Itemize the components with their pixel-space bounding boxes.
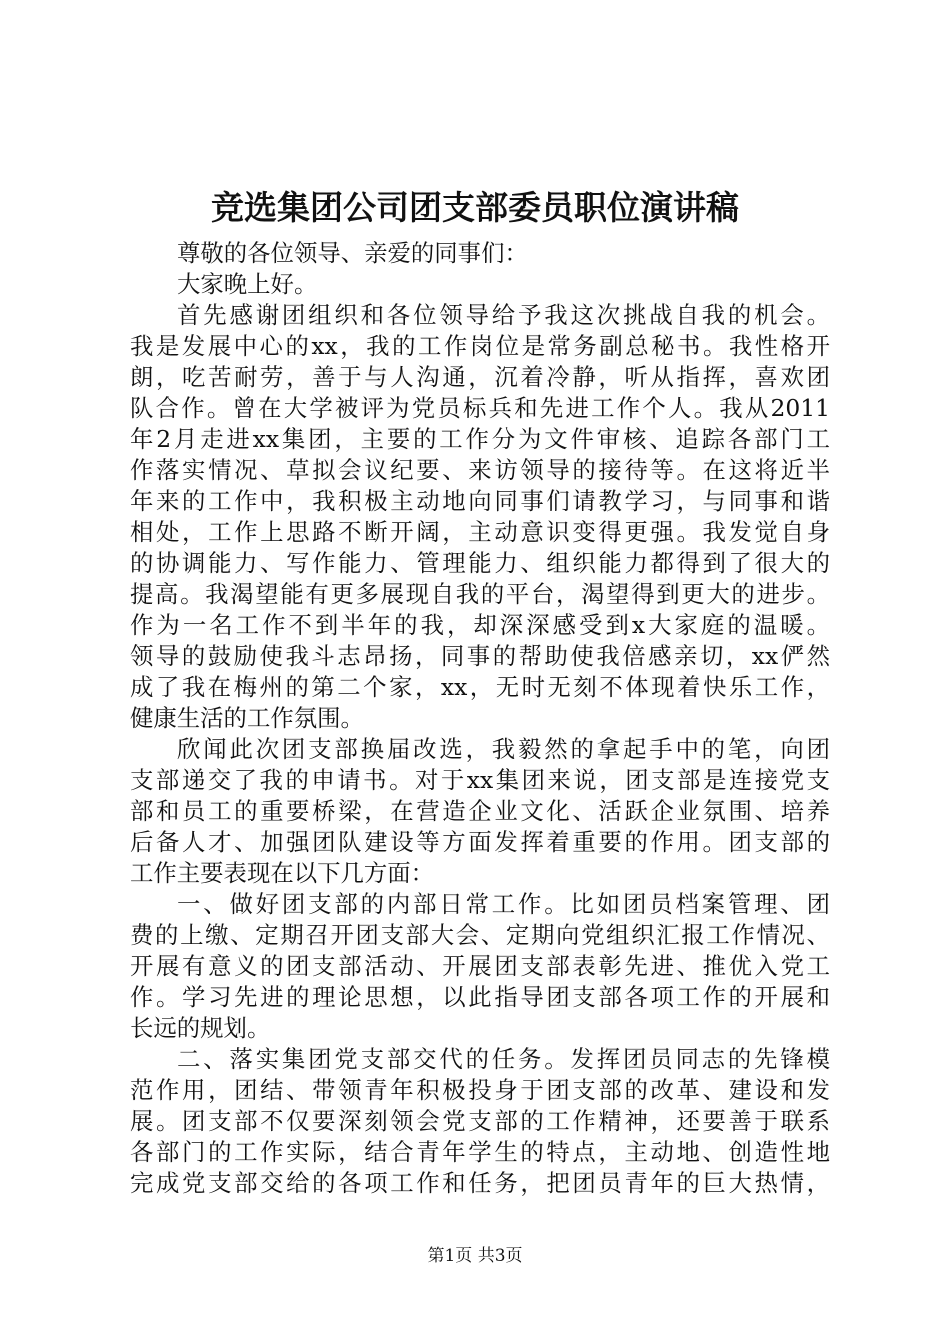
text-line: 后备人才、加强团队建设等方面发挥着重要的作用。团支部的 <box>130 828 830 856</box>
text-line: 作。学习先进的理论思想，以此指导团支部各项工作的开展和 <box>130 983 830 1011</box>
text-line: 提高。我渴望能有更多展现自我的平台，渴望得到更大的进步。 <box>130 580 830 608</box>
text-line: 工作主要表现在以下几方面： <box>130 859 435 887</box>
text-line: 范作用，团结、带领青年积极投身于团支部的改革、建设和发 <box>130 1076 830 1104</box>
text-line: 各部门的工作实际，结合青年学生的特点，主动地、创造性地 <box>130 1138 830 1166</box>
text-line: 长远的规划。 <box>130 1014 271 1042</box>
text-line: 欣闻此次团支部换届改选，我毅然的拿起手中的笔，向团 <box>177 735 830 763</box>
text-line: 作为一名工作不到半年的我，却深深感受到x大家庭的温暖。 <box>130 611 830 639</box>
text-line: 相处，工作上思路不断开阔，主动意识变得更强。我发觉自身 <box>130 518 830 546</box>
text-line: 支部递交了我的申请书。对于xx集团来说，团支部是连接党支 <box>130 766 830 794</box>
text-line: 部和员工的重要桥梁，在营造企业文化、活跃企业氛围、培养 <box>130 797 830 825</box>
text-line: 开展有意义的团支部活动、开展团支部表彰先进、推优入党工 <box>130 952 830 980</box>
text-line: 健康生活的工作氛围。 <box>130 704 364 732</box>
text-line: 首先感谢团组织和各位领导给予我这次挑战自我的机会。 <box>177 301 830 329</box>
text-line: 费的上缴、定期召开团支部大会、定期向党组织汇报工作情况、 <box>130 921 830 949</box>
document-title: 竞选集团公司团支部委员职位演讲稿 <box>211 188 739 227</box>
text-line: 队合作。曾在大学被评为党员标兵和先进工作个人。我从2011 <box>130 394 830 422</box>
text-line: 成了我在梅州的第二个家，xx，无时无刻不体现着快乐工作， <box>130 673 830 701</box>
text-line: 领导的鼓励使我斗志昂扬，同事的帮助使我倍感亲切，xx俨然 <box>130 642 830 670</box>
text-line: 的协调能力、写作能力、管理能力、组织能力都得到了很大的 <box>130 549 830 577</box>
page-footer: 第1页 共3页 <box>427 1246 523 1266</box>
text-line: 我是发展中心的xx，我的工作岗位是常务副总秘书。我性格开 <box>130 332 830 360</box>
text-line: 展。团支部不仅要深刻领会党支部的工作精神，还要善于联系 <box>130 1107 830 1135</box>
text-line: 作落实情况、草拟会议纪要、来访领导的接待等。在这将近半 <box>130 456 830 484</box>
text-line: 大家晚上好。 <box>177 270 318 298</box>
text-line: 年来的工作中，我积极主动地向同事们请教学习，与同事和谐 <box>130 487 830 515</box>
document-body <box>130 238 830 1199</box>
text-line: 年2月走进xx集团，主要的工作分为文件审核、追踪各部门工 <box>130 425 830 453</box>
text-line: 尊敬的各位领导、亲爱的同事们： <box>177 239 528 267</box>
text-line: 朗，吃苦耐劳，善于与人沟通，沉着冷静，听从指挥，喜欢团 <box>130 363 830 391</box>
text-line: 二、落实集团党支部交代的任务。发挥团员同志的先锋模 <box>177 1045 830 1073</box>
text-line: 完成党支部交给的各项工作和任务，把团员青年的巨大热情， <box>130 1169 830 1197</box>
text-line: 一、做好团支部的内部日常工作。比如团员档案管理、团 <box>177 890 830 918</box>
